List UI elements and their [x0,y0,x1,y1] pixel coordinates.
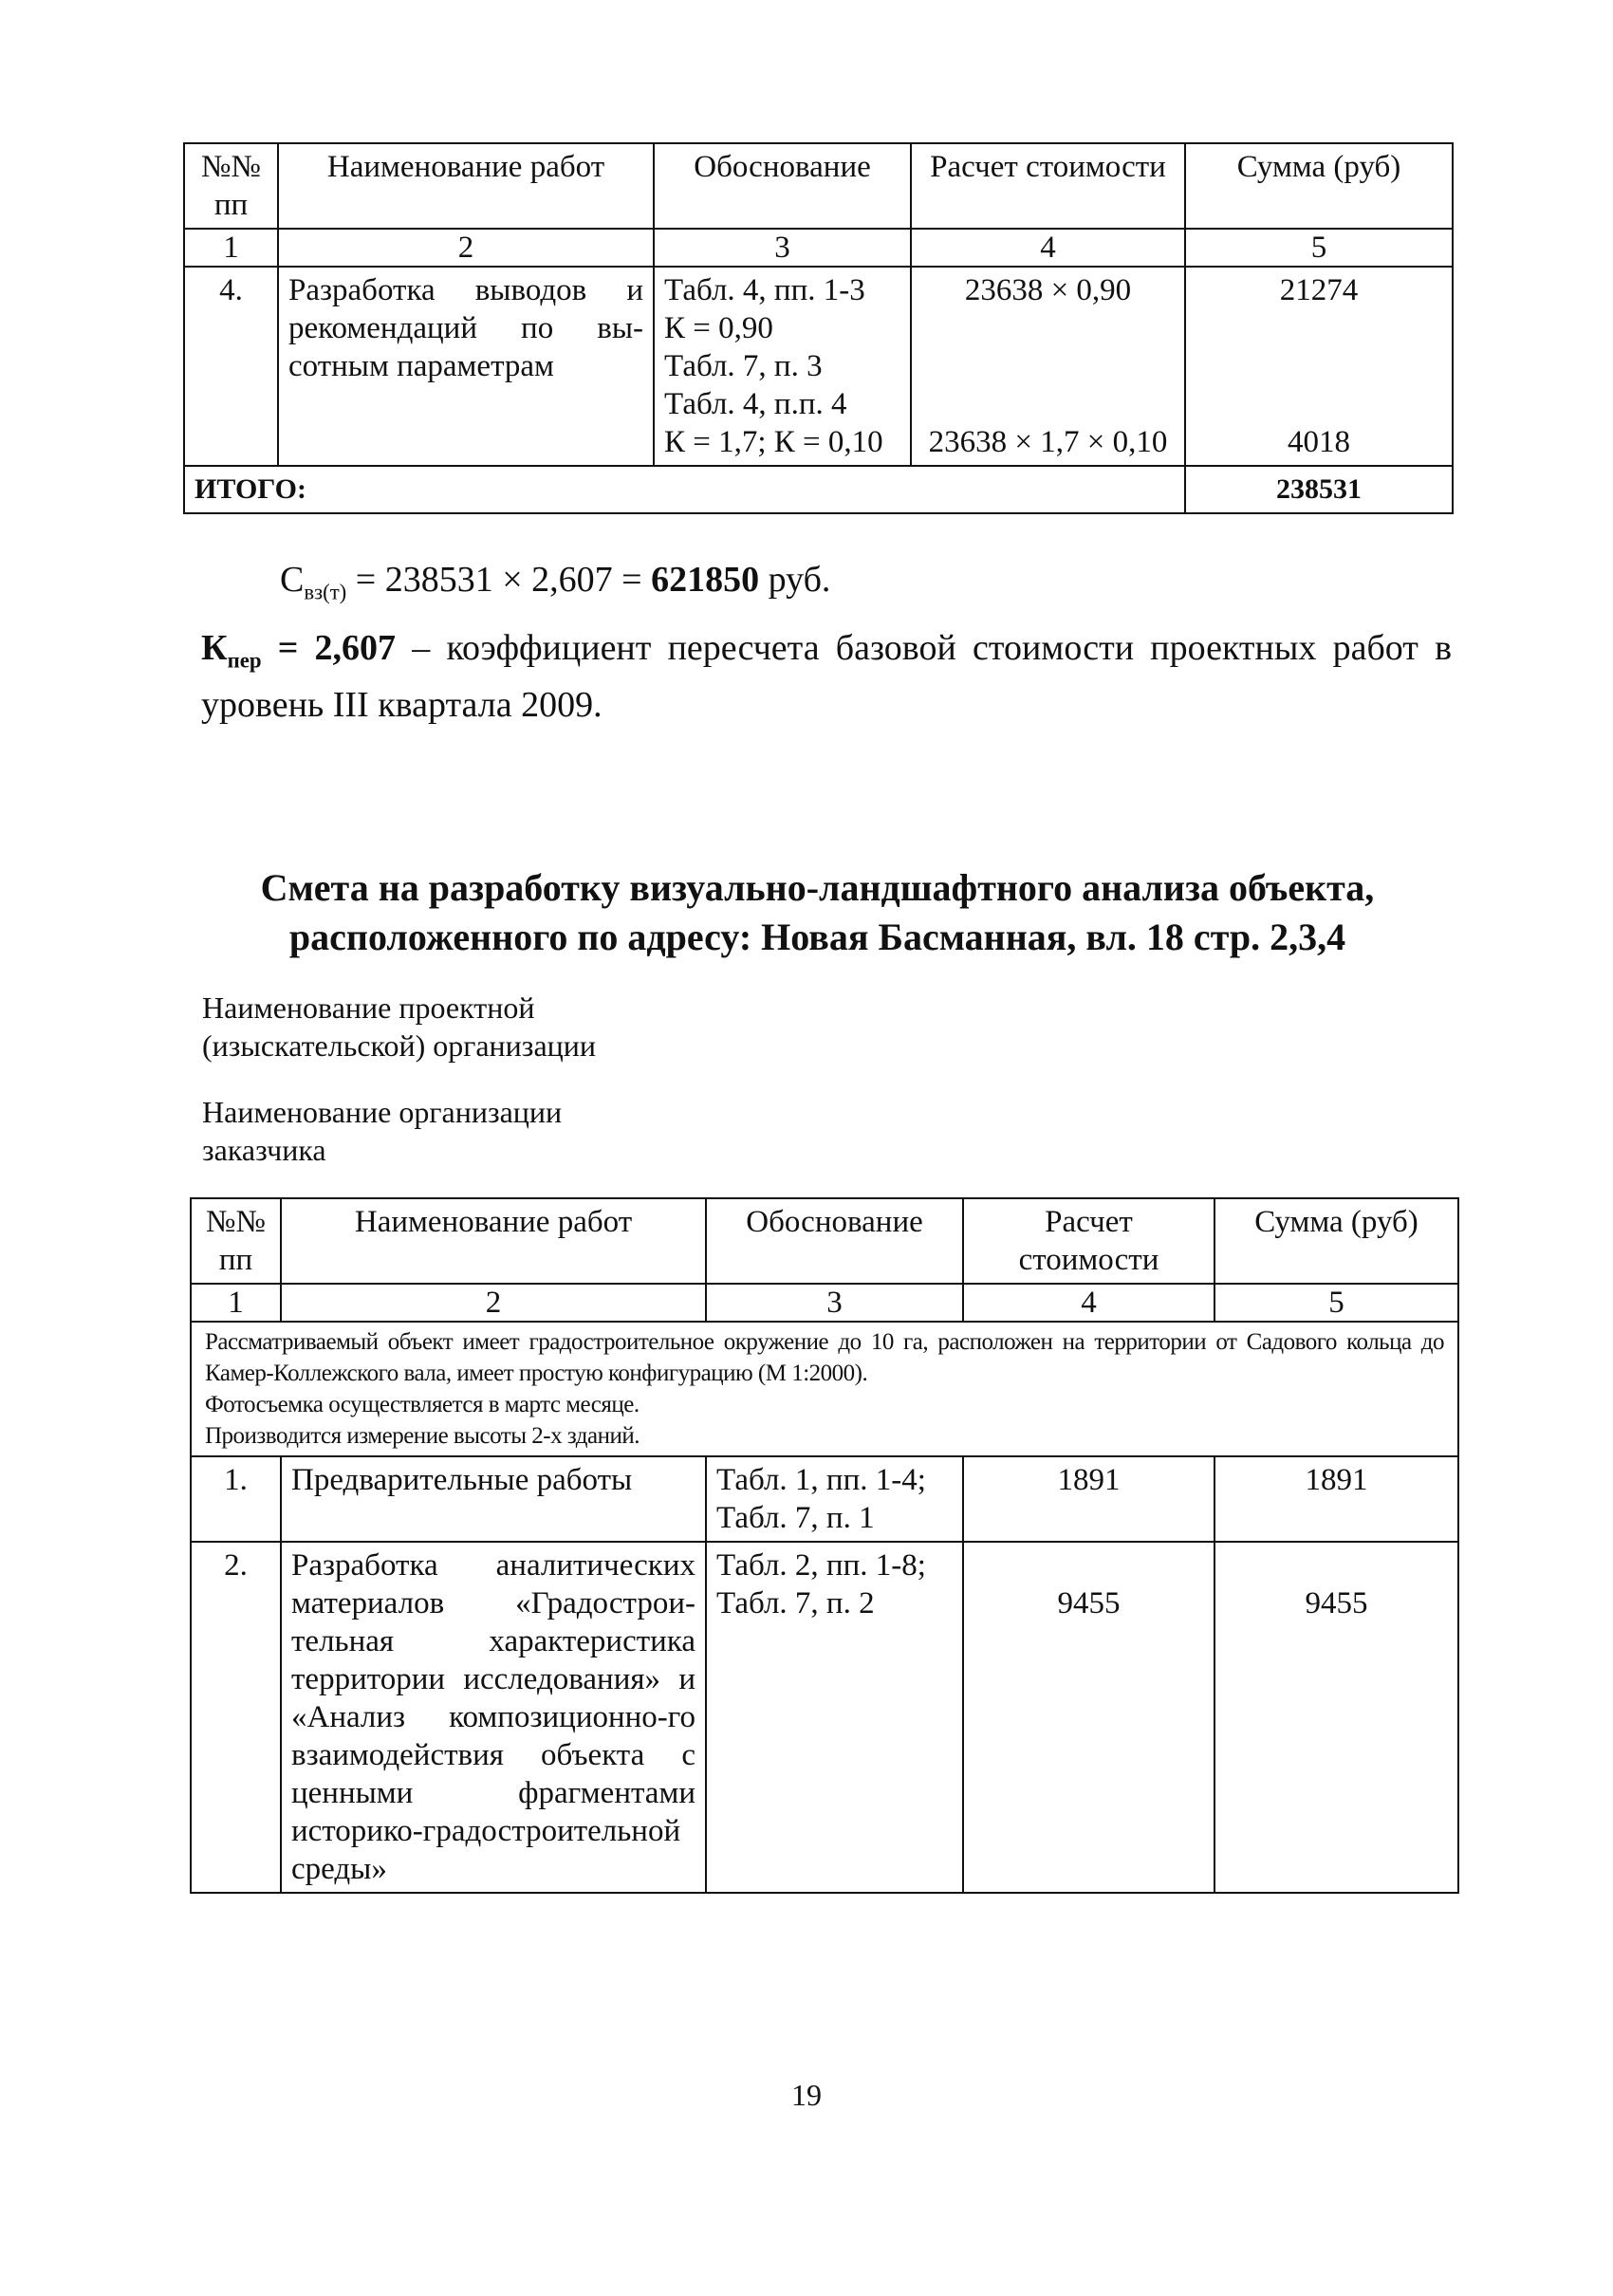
column-number: 1 [184,229,278,267]
basis-line: Табл. 7, п. 3 [664,349,823,383]
basis-cell: Табл. 1, пп. 1-4; Табл. 7, п. 1 [706,1456,963,1542]
formula-expression: = 238531 × 2,607 = [355,560,642,600]
table-header-row [184,143,1453,229]
header-cell: Сумма (руб) [1214,1198,1458,1284]
org-label-line: (изыскательской) организации [202,1028,597,1063]
sum-line: 4018 [1288,425,1350,459]
object-note [191,1322,1458,1456]
page-number: 19 [791,2078,822,2112]
column-number: 3 [706,1284,963,1322]
basis-cell [654,267,911,466]
header-cell: Расчет стоимости [911,143,1185,229]
total-label: ИТОГО: [184,466,1185,513]
header-cell: Наименование работ [281,1198,706,1284]
note-line: Рассматриваемый объект имеет градостроительное окружение до 10 га, расположен на территории от Садового кольца до Камер-Коллежского вала, имеет простую конфигурацию (М 1:2000). [205,1329,1444,1386]
header-cell: Наименование работ [278,143,654,229]
table-header-row [191,1198,1458,1284]
title-line: расположенного по адресу: Новая Басманная, вл. 18 стр. 2,3,4 [288,916,1346,958]
header-cell: Обоснование [706,1198,963,1284]
column-number: 2 [278,229,654,267]
coefficient-symbol: К [201,628,228,668]
customer-organization-label [202,1093,562,1169]
column-number-row [184,229,1453,267]
work-name: Предварительные работы [281,1456,706,1542]
row-number: 1. [191,1456,281,1542]
org-label-line: заказчика [202,1133,326,1167]
sum-cell: 9455 [1214,1542,1458,1893]
title-line: Смета на разработку визуально-ландшафтного анализа объекта, [260,866,1375,909]
column-number: 2 [281,1284,706,1322]
note-line: Фотосъемка осуществляется в мартс месяце. [205,1392,640,1417]
formula-result: 621850 [651,560,760,600]
coefficient-subscript: пер [227,648,262,673]
formula-subscript: вз(т) [304,580,347,604]
basis-cell: Табл. 2, пп. 1-8; Табл. 7, п. 2 [706,1542,963,1893]
column-number: 5 [1185,229,1453,267]
cost-formula [280,558,830,615]
total-row [184,466,1453,513]
calc-cell: 1891 [963,1456,1214,1542]
org-label-line: Наименование проектной [202,991,535,1025]
row-number: 4. [184,267,278,466]
formula-symbol: С [280,560,305,600]
formula-unit: руб. [768,560,831,600]
basis-line: Табл. 4, п.п. 4 [664,387,847,421]
column-number-row [191,1284,1458,1322]
estimate-table-2 [190,1197,1459,1894]
header-cell: Расчет стоимости [963,1198,1214,1284]
header-cell: Обоснование [654,143,911,229]
calc-cell: 9455 [963,1542,1214,1893]
coefficient-text: – коэффициент пересчета базовой стоимости проектных работ в уровень III квартала 2009. [201,628,1453,725]
basis-line: Табл. 4, пп. 1-3 [664,273,865,307]
work-name: Разработка выводов и рекомендаций по вы-сотным параметрам [278,267,654,466]
basis-line: К = 0,90 [664,311,773,345]
sum-cell: 1891 [1214,1456,1458,1542]
calc-line: 23638 × 0,90 [964,273,1132,307]
org-label-line: Наименование организации [202,1095,563,1129]
column-number: 4 [911,229,1185,267]
coefficient-paragraph [201,626,1452,727]
design-organization-label [202,989,596,1065]
work-name: Разработка аналитических материалов «Градострои-тельная характеристика территории исследования» и «Анализ композиционно-го взаимодействия объекта с ценными фрагментами историко-градостроительной среды» [281,1542,706,1893]
column-number: 5 [1214,1284,1458,1322]
coefficient-value: = 2,607 [277,628,397,668]
sum-cell [1185,267,1453,466]
header-cell: Сумма (руб) [1185,143,1453,229]
total-value: 238531 [1185,466,1453,513]
column-number: 1 [191,1284,281,1322]
estimate-title [183,863,1452,962]
note-row [191,1322,1458,1456]
calc-line: 23638 × 1,7 × 0,10 [928,425,1168,459]
calc-cell [911,267,1185,466]
table-row [184,267,1453,466]
column-number: 4 [963,1284,1214,1322]
header-cell: №№ пп [191,1198,281,1284]
estimate-table-1 [183,142,1454,514]
basis-line: К = 1,7; К = 0,10 [664,425,883,459]
column-number: 3 [654,229,911,267]
row-number: 2. [191,1542,281,1893]
header-cell: №№ пп [184,143,278,229]
table-row [191,1542,1458,1893]
sum-line: 21274 [1279,273,1359,307]
table-row [191,1456,1458,1542]
note-line: Производится измерение высоты 2-х зданий. [205,1423,640,1449]
